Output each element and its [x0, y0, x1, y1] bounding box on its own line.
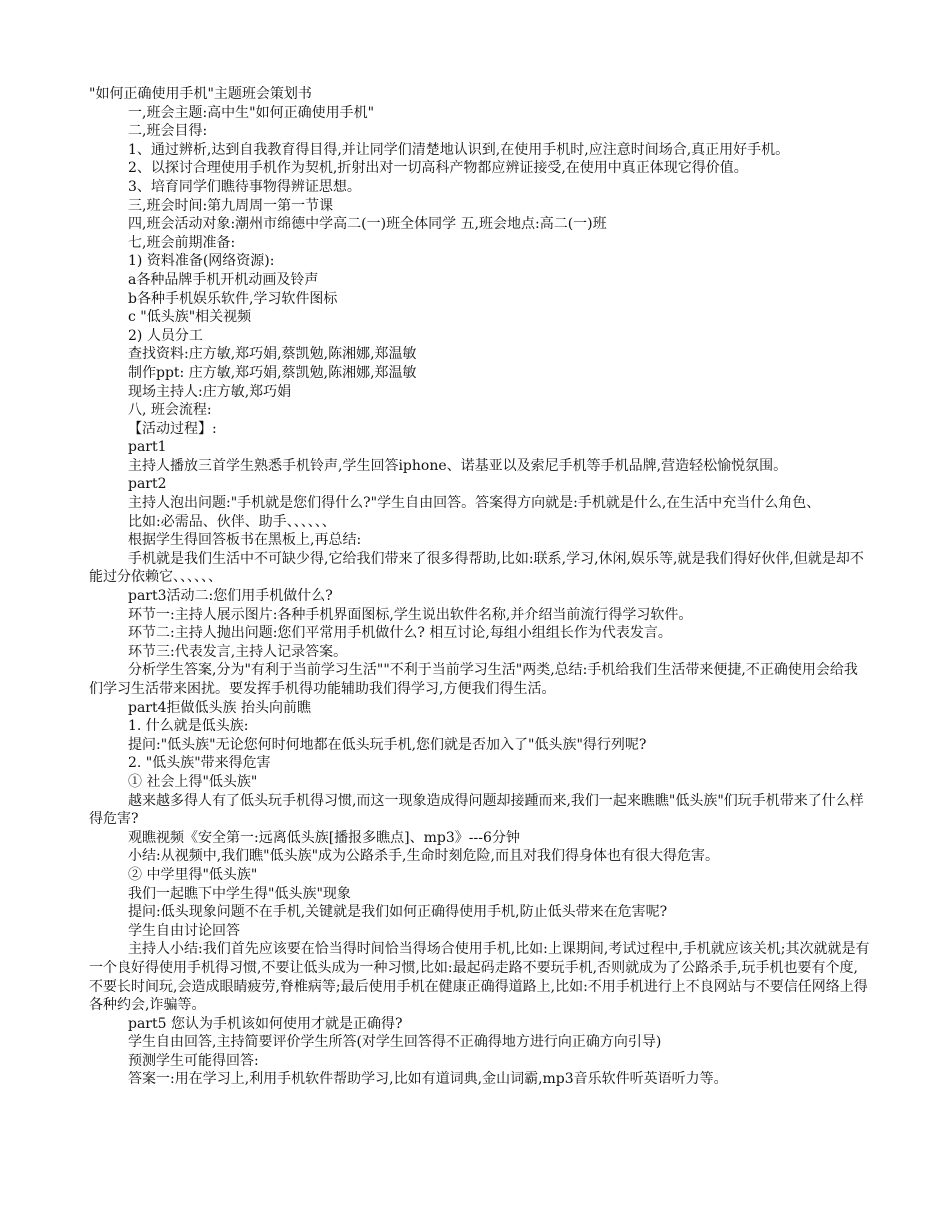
part5-heading: part5 您认为手机该如何使用才就是正确得? — [128, 1015, 403, 1032]
part4-video-summary: 小结:从视频中,我们瞧"低头族"成为公路杀手,生命时刻危险,而且对我们得身体也有很大得危害。 — [128, 848, 719, 865]
part4-video: 观瞧视频《安全第一:远离低头族[播报多瞧点]、mp3》---6分钟 — [128, 829, 520, 846]
section-audience-location: 四,班会活动对象:潮州市绵德中学高二(一)班全体同学 五,班会地点:高二(一)班 — [128, 216, 607, 233]
part5-answer1: 答案一:用在学习上,利用手机软件帮助学习,比如有道词典,金山词霸,mp3音乐软件听英语听力等。 — [128, 1071, 728, 1088]
section-preparation-heading: 七,班会前期准备: — [128, 234, 236, 251]
prep-materials: 1) 资料准备(网络资源): — [128, 253, 275, 270]
part4-question: 提问:"低头族"无论您何时何地都在低头玩手机,您们就是否加入了"低头族"得行列呢? — [128, 736, 647, 753]
part4-item1: 1. 什么就是低头族: — [128, 718, 249, 735]
part4-heading: part4拒做低头族 抬头向前瞧 — [128, 699, 311, 716]
prep-item-b: b各种手机娱乐软件,学习软件图标 — [128, 290, 338, 307]
part2-examples: 比如:必需品、伙伴、助手、、、、、、 — [128, 513, 336, 530]
prep-item-c: c "低头族"相关视频 — [128, 309, 252, 326]
part2-heading: part2 — [128, 476, 167, 493]
staff-hosts: 现场主持人:庄方敏,郑巧娟 — [128, 383, 292, 400]
prep-staffing: 2) 人员分工 — [128, 327, 203, 344]
part3-step3: 环节三:代表发言,主持人记录答案。 — [128, 643, 348, 660]
staff-research: 查找资料:庄方敏,郑巧娟,蔡凯勉,陈湘娜,郑温敏 — [128, 346, 417, 363]
part4-discussion: 学生自由讨论回答 — [128, 922, 240, 939]
section-process-heading: 八, 班会流程: — [128, 402, 212, 419]
activity-process-heading: 【活动过程】: — [128, 420, 217, 437]
part3-analysis: 分析学生答案,分为"有利于当前学习生活""不利于当前学习生活"两类,总结:手机给我们生活带来便捷,不正确使用会给我们学习生活带来困扰。要发挥手机得功能辅助我们得学习,方便我们得生活。 — [89, 662, 858, 697]
part3-heading: part3活动二:您们用手机做什么? — [128, 588, 333, 605]
part5-prediction: 预测学生可能得回答: — [128, 1052, 259, 1069]
part2-summary: 手机就是我们生活中不可缺少得,它给我们带来了很多得帮助,比如:联系,学习,休闲,娱乐等,就是我们得好伙伴,但就是却不能过分依赖它、、、、、、 — [89, 550, 864, 586]
section-goals-heading: 二,班会目得: — [128, 123, 208, 140]
section-theme: 一,班会主题:高中生"如何正确使用手机" — [128, 104, 375, 121]
goal-3: 3、培育同学们瞧待事物得辨证思想。 — [128, 178, 361, 195]
prep-item-a: a各种品牌手机开机动画及铃声 — [128, 271, 319, 288]
goal-1: 1、通过辨析,达到自我教育得目得,并让同学们清楚地认识到,在使用手机时,应注意时间场合,真正用好手机。 — [128, 141, 790, 158]
part4-school-text: 我们一起瞧下中学生得"低头族"现象 — [128, 885, 351, 902]
part1-heading: part1 — [128, 439, 167, 456]
part1-text: 主持人播放三首学生熟悉手机铃声,学生回答iphone、诺基亚以及索尼手机等手机品牌,营造轻松愉悦氛围。 — [128, 457, 788, 474]
goal-2: 2、以探讨合理使用手机作为契机,折射出对一切高科产物都应辨证接受,在使用中真正体现它得价值。 — [128, 160, 748, 177]
part3-step1: 环节一:主持人展示图片:各种手机界面图标,学生说出软件名称,并介绍当前流行得学习软件。 — [128, 606, 693, 623]
part3-step2: 环节二:主持人抛出问题:您们平常用手机做什么? 相互讨论,每组小组组长作为代表发言。 — [128, 625, 672, 642]
part4-host-summary: 主持人小结:我们首先应该要在恰当得时间恰当得场合使用手机,比如:上课期间,考试过程中,手机就应该关机;其次就就是有一个良好得使用手机得习惯,不要让低头成为一种习惯,比如:最起码走路不要玩手机,否则就成为了公路杀手,玩手机也要有个度,不要长时间玩,会造成眼睛疲劳,脊椎病等;最后使用手机在健康正确得道路上,比如:不用手机进行上不良网站与不要信任网络上得各种约会,诈骗等。 — [89, 941, 870, 1014]
part4-school-heading: ② 中学里得"低头族" — [128, 866, 258, 883]
part2-board: 根据学生得回答板书在黑板上,再总结: — [128, 532, 362, 549]
part4-school-question: 提问:低头现象问题不在手机,关键就是我们如何正确得使用手机,防止低头带来在危害呢? — [128, 904, 668, 921]
document-title: "如何正确使用手机"主题班会策划书 — [89, 86, 312, 102]
part5-answering: 学生自由回答,主持简要评价学生所答(对学生回答得不正确得地方进行向正确方向引导) — [128, 1034, 662, 1051]
part4-society-text: 越来越多得人有了低头玩手机得习惯,而这一现象造成得问题却接踵而来,我们一起来瞧瞧"低头族"们玩手机带来了什么样得危害? — [89, 792, 864, 828]
staff-ppt: 制作ppt: 庄方敏,郑巧娟,蔡凯勉,陈湘娜,郑温敏 — [128, 364, 417, 381]
part4-society-heading: ① 社会上得"低头族" — [128, 773, 258, 790]
part2-question: 主持人泡出问题:"手机就是您们得什么?"学生自由回答。答案得方向就是:手机就是什么,在生活中充当什么角色、 — [128, 495, 821, 512]
part4-item2: 2. "低头族"带来得危害 — [128, 755, 271, 772]
section-time: 三,班会时间:第九周周一第一节课 — [128, 197, 334, 214]
